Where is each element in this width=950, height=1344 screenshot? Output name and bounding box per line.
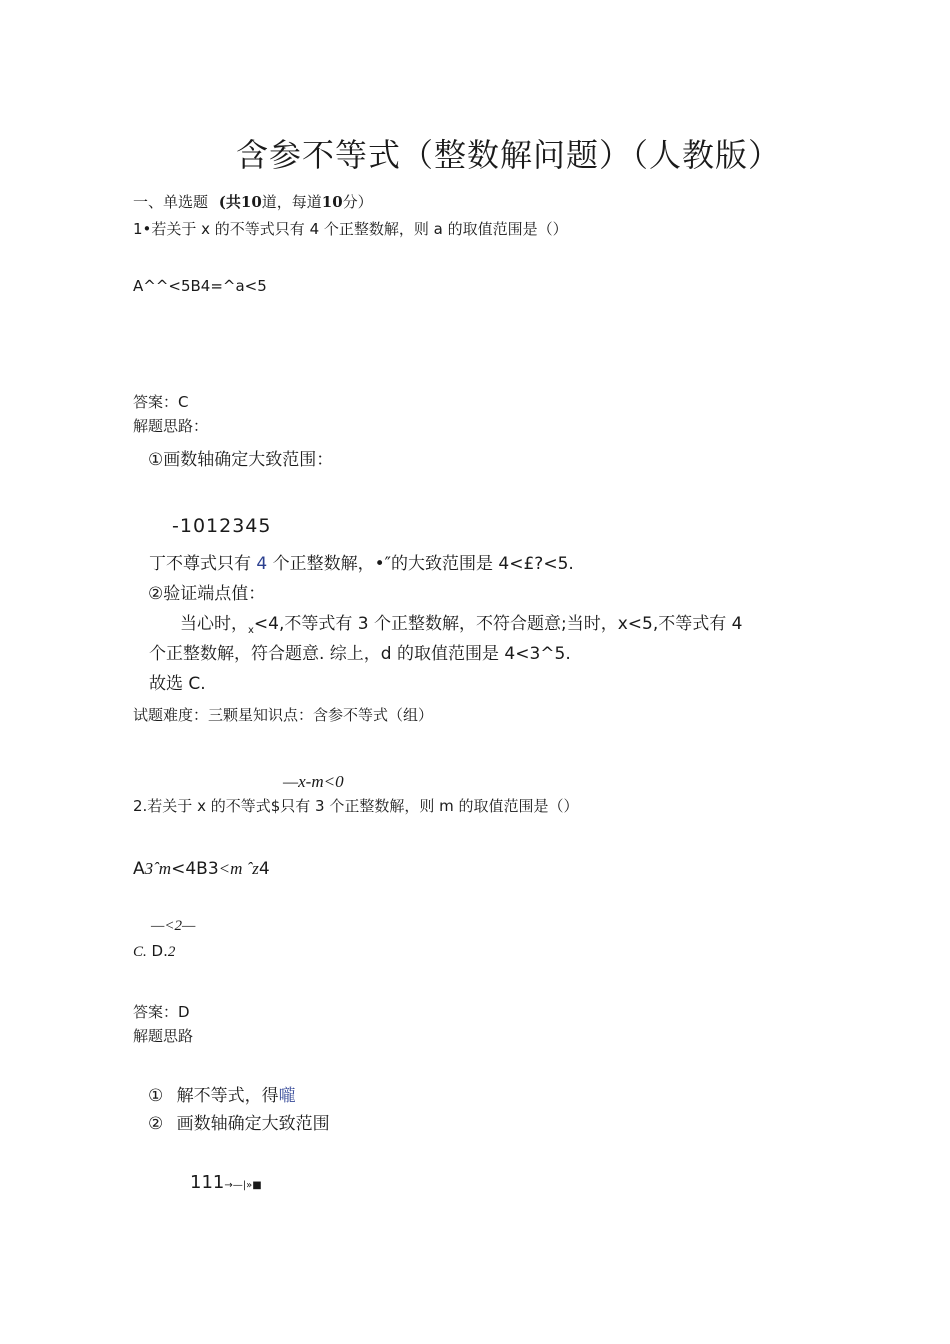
points-per-question: 10 xyxy=(321,193,343,211)
q1-line1 xyxy=(149,549,574,574)
q1-line2 xyxy=(180,609,742,636)
section-info-mid: 道，每道 xyxy=(261,193,322,211)
q2-option-d-value: 2 xyxy=(167,944,176,960)
q2-answer: 答案：D xyxy=(133,1003,190,1021)
q1-line2-a: 当心时， xyxy=(180,614,248,634)
q2-step1 xyxy=(148,1081,296,1106)
q1-line1-number: 4 xyxy=(256,554,268,574)
q2-axis-tail: →—|»■ xyxy=(224,1180,262,1191)
q1-line1-rest: 个正整数解，•″的大致范围是 4<£?<5. xyxy=(272,554,574,574)
q2-option-a-label: A xyxy=(133,859,145,879)
q1-line1-text: 丁不尊式只有 xyxy=(149,554,251,574)
q2-option-b-rest: 4 xyxy=(258,859,270,879)
q2-option-a-rest: <4B3 xyxy=(171,859,219,879)
q2-step1-number: ① xyxy=(148,1086,164,1106)
q1-line3: 个正整数解，符合题意. 综上，d 的取值范围是 4<3^5. xyxy=(149,644,571,664)
q2-step1-text: 解不等式，得 xyxy=(176,1086,279,1106)
q1-step1: ①画数轴确定大致范围： xyxy=(148,450,334,470)
q2-formula xyxy=(283,772,344,792)
section-prefix: 一、单选题 xyxy=(133,193,209,211)
q1-options: A^^<5B4=^a<5 xyxy=(133,277,267,295)
q2-option-c: C. xyxy=(133,944,147,960)
q2-options-cd-top: —<2— xyxy=(151,918,196,934)
q2-step1-glyph: 嚨 xyxy=(278,1086,296,1106)
q2-option-d-label: D. xyxy=(151,942,168,960)
q2-options-cd xyxy=(133,942,175,961)
q2-number-axis-fragment xyxy=(190,1172,262,1193)
q2-step2-number: ② xyxy=(148,1114,164,1134)
q2-analysis-label: 解题思路 xyxy=(133,1027,194,1045)
q1-step2: ②验证端点值： xyxy=(148,584,266,604)
question-count: 10 xyxy=(240,193,262,211)
q1-stem: 1•若关于 x 的不等式只有 4 个正整数解，则 a 的取值范围是（） xyxy=(133,220,568,238)
section-info-close: 分） xyxy=(342,193,373,211)
q2-options-ab xyxy=(133,859,270,879)
q1-line2-sub: x xyxy=(248,625,254,636)
q2-formula-text: —x-m<0 xyxy=(283,772,344,791)
q2-step2 xyxy=(148,1109,330,1134)
q1-line2-b: <4,不等式有 3 个正整数解，不符合题意;当时，x<5,不等式有 4 xyxy=(253,614,743,634)
section-header xyxy=(133,191,373,212)
q1-meta: 试题难度：三颗星知识点：含参不等式（组） xyxy=(133,706,434,724)
q1-number-axis-labels: -1012345 xyxy=(172,515,272,537)
q2-step2-text: 画数轴确定大致范围 xyxy=(176,1114,330,1134)
q2-option-b-expr: <m ˆz xyxy=(218,859,259,878)
q1-answer: 答案：C xyxy=(133,393,189,411)
page-title: 含参不等式（整数解问题）（人教版） xyxy=(236,136,782,174)
q1-conclusion: 故选 C. xyxy=(149,674,206,694)
q1-analysis-label: 解题思路： xyxy=(133,417,209,435)
section-info-open: (共 xyxy=(218,193,241,211)
q2-option-a-expr: 3ˆm xyxy=(144,859,172,878)
q2-stem: 2.若关于 x 的不等式$只有 3 个正整数解，则 m 的取值范围是（） xyxy=(133,797,579,815)
q2-axis-digits: 111 xyxy=(190,1172,225,1193)
